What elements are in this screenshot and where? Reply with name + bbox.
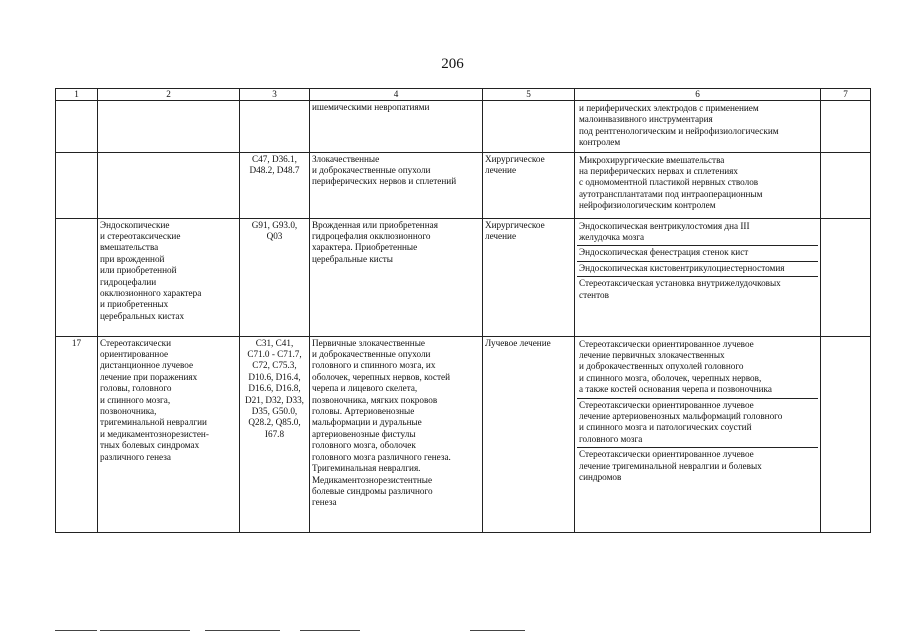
diagnosis-cell: Злокачественные и доброкачественные опухоли периферических нервов и сплетений bbox=[310, 152, 483, 218]
intervention-cell bbox=[98, 101, 240, 153]
method-item: Эндоскопическая фенестрация стенок кист bbox=[577, 246, 818, 261]
footer-rule bbox=[470, 630, 525, 631]
method-item: Эндоскопическая вентрикулостомия дна III желудочка мозга bbox=[577, 220, 818, 247]
method-cell bbox=[575, 101, 821, 153]
method-item: Стереотаксически ориентированное лучевое лечение первичных злокачественных и доброкачественных опухолей головного и спинного мозга, оболочек, черепных нервов, а также костей основания черепа и позвоночника bbox=[577, 338, 818, 399]
icd-codes-cell bbox=[240, 101, 310, 153]
method-item: Стереотаксическая установка внутрижелудочковых стентов bbox=[579, 278, 781, 300]
column-header-2: 2 bbox=[98, 89, 240, 101]
row-number-cell: 17 bbox=[56, 336, 98, 532]
method-cell bbox=[575, 218, 821, 336]
footer-rule bbox=[100, 630, 190, 631]
table-row bbox=[56, 336, 871, 532]
footer-rule bbox=[300, 630, 360, 631]
row-number-cell bbox=[56, 101, 98, 153]
treatment-type-cell: Хирургическое лечение bbox=[483, 218, 575, 336]
column-header-7: 7 bbox=[821, 89, 871, 101]
treatment-type-cell bbox=[483, 101, 575, 153]
icd-codes-cell: C47, D36.1, D48.2, D48.7 bbox=[240, 152, 310, 218]
intervention-cell: Эндоскопические и стереотаксические вмешательства при врожденной или приобретенной гидроцефалии окклюзионного характера и приобретенных церебральных кистах bbox=[98, 218, 240, 336]
extra-cell bbox=[821, 336, 871, 532]
column-header-1: 1 bbox=[56, 89, 98, 101]
method-item: и периферических электродов с применением малоинвазивного инструментария под рентгенологическим и нейрофизиологическим контролем bbox=[579, 103, 779, 148]
header-row bbox=[56, 89, 871, 101]
column-header-4: 4 bbox=[310, 89, 483, 101]
table-row bbox=[56, 101, 871, 153]
column-header-6: 6 bbox=[575, 89, 821, 101]
method-cell bbox=[575, 336, 821, 532]
footer-rule bbox=[55, 630, 97, 631]
row-number-cell bbox=[56, 218, 98, 336]
treatment-type-cell: Лучевое лечение bbox=[483, 336, 575, 532]
method-item: Микрохирургические вмешательства на периферических нервах и сплетениях с одномоментной пластикой нервных стволов аутотрансплантатами под интраоперационным нейрофизиологическим контролем bbox=[579, 154, 763, 211]
method-item: Эндоскопическая кистовентрикулоциестерностомия bbox=[577, 262, 818, 277]
diagnosis-cell: ишемическими невропатиями bbox=[310, 101, 483, 153]
table-row bbox=[56, 218, 871, 336]
row-number-cell bbox=[56, 152, 98, 218]
column-header-3: 3 bbox=[240, 89, 310, 101]
method-item: Стереотаксически ориентированное лучевое лечение артериовенозных мальформаций головного и спинного мозга и патологических соустий головного мозга bbox=[577, 399, 818, 449]
icd-codes-cell: C31, C41, C71.0 - C71.7, C72, C75.3, D10.6, D16.4, D16.6, D16.8, D21, D32, D33, D35, G50.0, Q28.2, Q85.0, I67.8 bbox=[240, 336, 310, 532]
page-number: 206 bbox=[441, 56, 464, 72]
icd-codes-cell: G91, G93.0, Q03 bbox=[240, 218, 310, 336]
extra-cell bbox=[821, 218, 871, 336]
diagnosis-cell: Врожденная или приобретенная гидроцефалия окклюзионного характера. Приобретенные церебральные кисты bbox=[310, 218, 483, 336]
treatment-table bbox=[55, 88, 871, 533]
extra-cell bbox=[821, 152, 871, 218]
intervention-cell bbox=[98, 152, 240, 218]
intervention-cell: Стереотаксически ориентированное дистанционное лучевое лечение при поражениях головы, головного и спинного мозга, позвоночника, тригеминальной невралгии и медикаментознорезистен- тных болевых синдромах различного генеза bbox=[98, 336, 240, 532]
diagnosis-cell: Первичные злокачественные и доброкачественные опухоли головного и спинного мозга, их оболочек, черепных нервов, костей черепа и лицевого скелета, позвоночника, мягких покровов головы. Артериовенозные мальформации и дуральные артериовенозные фистулы головного мозга, оболочек головного мозга различного генеза. Тригеминальная невралгия. Медикаментознорезистентные болевые синдромы различного генеза bbox=[310, 336, 483, 532]
treatment-type-cell: Хирургическое лечение bbox=[483, 152, 575, 218]
footer-rule bbox=[205, 630, 280, 631]
table-row bbox=[56, 152, 871, 218]
column-header-5: 5 bbox=[483, 89, 575, 101]
extra-cell bbox=[821, 101, 871, 153]
method-item: Стереотаксически ориентированное лучевое лечение тригеминальной невралгии и болевых синдромов bbox=[579, 449, 762, 483]
method-cell bbox=[575, 152, 821, 218]
